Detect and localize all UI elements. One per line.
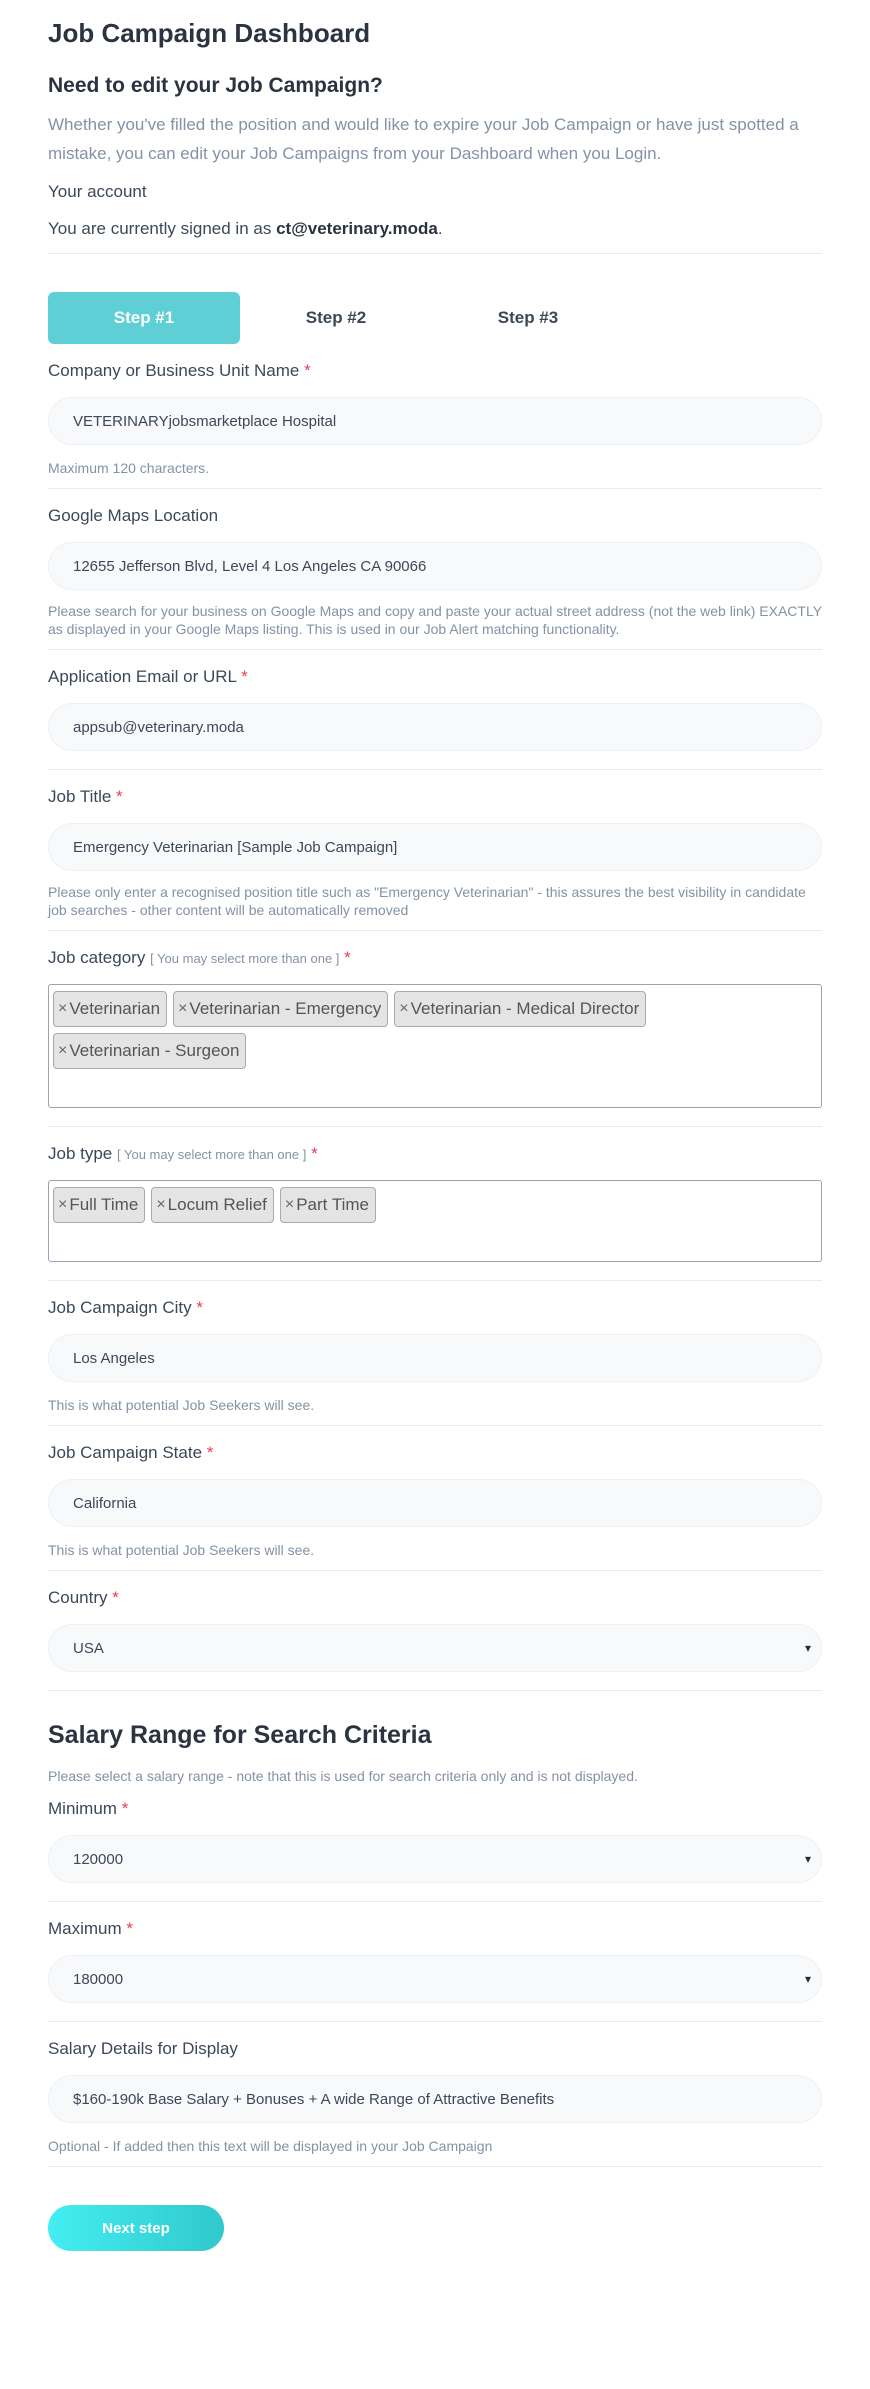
country-label: Country * [48,1588,119,1607]
city-input[interactable]: Los Angeles [48,1334,822,1382]
category-multiselect[interactable] [48,984,822,1108]
salary-heading: Salary Range for Search Criteria [48,1721,432,1749]
category-hint: [ You may select more than one ] [150,951,340,966]
divider [48,1280,822,1281]
required-mark: * [196,1298,203,1317]
tab-step-3[interactable]: Step #3 [497,308,559,327]
job-title-field [48,786,822,919]
required-mark: * [304,361,311,380]
divider [48,930,822,931]
city-field [48,1297,822,1414]
intro-text: Whether you've filled the position and would like to expire your Job Campaign or have just spotted a mistake, you can edit your Job Campaigns from your Dashboard when you Login. [48,115,799,163]
divider [48,769,822,770]
required-mark: * [206,1443,214,1462]
category-label: Job category [ You may select more than one ] * [48,948,351,967]
required-mark: * [241,667,248,686]
page-title: Job Campaign Dashboard [48,18,371,48]
salary-max-value: 180000 [73,1970,124,1988]
type-label: Job type [ You may select more than one ] * [48,1144,318,1163]
state-label: Job Campaign State * [48,1443,214,1462]
company-input[interactable]: VETERINARYjobsmarketplace Hospital [48,397,822,445]
divider [48,649,822,650]
close-icon[interactable]: × [58,1196,68,1213]
required-mark: * [344,948,351,967]
country-field [48,1587,822,1672]
salary-note: Please select a salary range - note that this is used for search criteria only and is not displayed. [48,1768,638,1784]
signed-in-line [48,219,822,239]
close-icon[interactable]: × [284,1196,295,1213]
salary-min-value: 120000 [73,1850,124,1868]
application-label: Application Email or URL * [48,667,248,686]
category-tag[interactable]: × Veterinarian - Medical Director [394,991,646,1027]
actions [48,2205,822,2251]
state-input[interactable]: California [48,1479,822,1527]
close-icon[interactable]: × [58,1000,68,1017]
tab-step-2[interactable]: Step #2 [305,308,367,327]
maps-input[interactable]: 12655 Jefferson Blvd, Level 4 Los Angeles CA 90066 [48,542,822,590]
company-field [48,360,822,477]
category-field [48,947,822,1108]
salary-max-label: Maximum * [48,1919,134,1938]
job-title-label: Job Title * [48,787,123,806]
salary-min-field [48,1798,822,1883]
account-label: Your account [48,182,147,201]
salary-details-help: Optional - If added then this text will be displayed in your Job Campaign [48,2138,493,2154]
signed-in-suffix: . [437,219,443,238]
divider [48,1901,822,1902]
application-field [48,666,822,751]
divider [48,1690,822,1691]
company-label: Company or Business Unit Name * [48,361,311,380]
maps-field [48,505,822,638]
close-icon[interactable]: × [58,1042,68,1059]
chevron-down-icon: ▾ [804,1972,812,1986]
category-tag[interactable]: × Veterinarian - Surgeon [53,1033,246,1069]
type-tag[interactable]: × Full Time [53,1187,145,1223]
salary-max-field [48,1918,822,2003]
divider [48,488,822,489]
required-mark: * [126,1919,134,1938]
application-input[interactable]: appsub@veterinary.moda [48,703,822,751]
close-icon[interactable]: × [178,1000,188,1017]
divider [48,2021,822,2022]
type-hint: [ You may select more than one ] [117,1147,307,1162]
divider [48,2166,822,2167]
step-tabs [48,292,822,344]
salary-max-select[interactable] [48,1955,822,2003]
required-mark: * [121,1799,129,1818]
divider [48,253,822,254]
salary-details-label: Salary Details for Display [48,2039,238,2058]
next-step-button[interactable]: Next step [48,2205,224,2251]
chevron-down-icon: ▾ [804,1852,812,1866]
company-help: Maximum 120 characters. [48,460,210,476]
category-tag[interactable]: × Veterinarian - Emergency [173,991,388,1027]
country-value: USA [73,1639,104,1657]
close-icon[interactable]: × [399,1000,409,1017]
city-label: Job Campaign City * [48,1298,203,1317]
job-title-help: Please only enter a recognised position title such as "Emergency Veterinarian" - this assures the best visibility in candidate job searches - other content will be automatically removed [48,884,806,918]
country-select[interactable] [48,1624,822,1672]
salary-min-label: Minimum * [48,1799,129,1818]
type-field [48,1143,822,1262]
required-mark: * [116,787,123,806]
job-title-input[interactable]: Emergency Veterinarian [Sample Job Campaign] [48,823,822,871]
salary-details-field [48,2038,822,2155]
tab-step-1[interactable]: Step #1 [48,292,240,344]
signed-in-email: ct@veterinary.moda [276,219,438,238]
type-multiselect[interactable] [48,1180,822,1262]
maps-help: Please search for your business on Google Maps and copy and paste your actual street address (not the web link) EXACTLY as displayed in your Google Maps listing. This is used in our Job Alert matching functionality. [48,603,822,637]
city-help: This is what potential Job Seekers will see. [48,1397,315,1413]
divider [48,1126,822,1127]
salary-min-select[interactable] [48,1835,822,1883]
type-tag[interactable]: × Part Time [280,1187,376,1223]
divider [48,1425,822,1426]
edit-heading: Need to edit your Job Campaign? [48,74,383,97]
category-tag[interactable]: × Veterinarian [53,991,167,1027]
salary-details-input[interactable]: $160-190k Base Salary + Bonuses + A wide Range of Attractive Benefits [48,2075,822,2123]
maps-label: Google Maps Location [48,506,219,525]
divider [48,1570,822,1571]
state-help: This is what potential Job Seekers will see. [48,1542,315,1558]
close-icon[interactable]: × [156,1196,166,1213]
required-mark: * [112,1588,119,1607]
type-tag[interactable]: × Locum Relief [151,1187,274,1223]
chevron-down-icon: ▾ [804,1641,812,1655]
required-mark: * [311,1144,318,1163]
state-field [48,1442,822,1559]
signed-in-prefix: You are currently signed in as [48,219,277,238]
